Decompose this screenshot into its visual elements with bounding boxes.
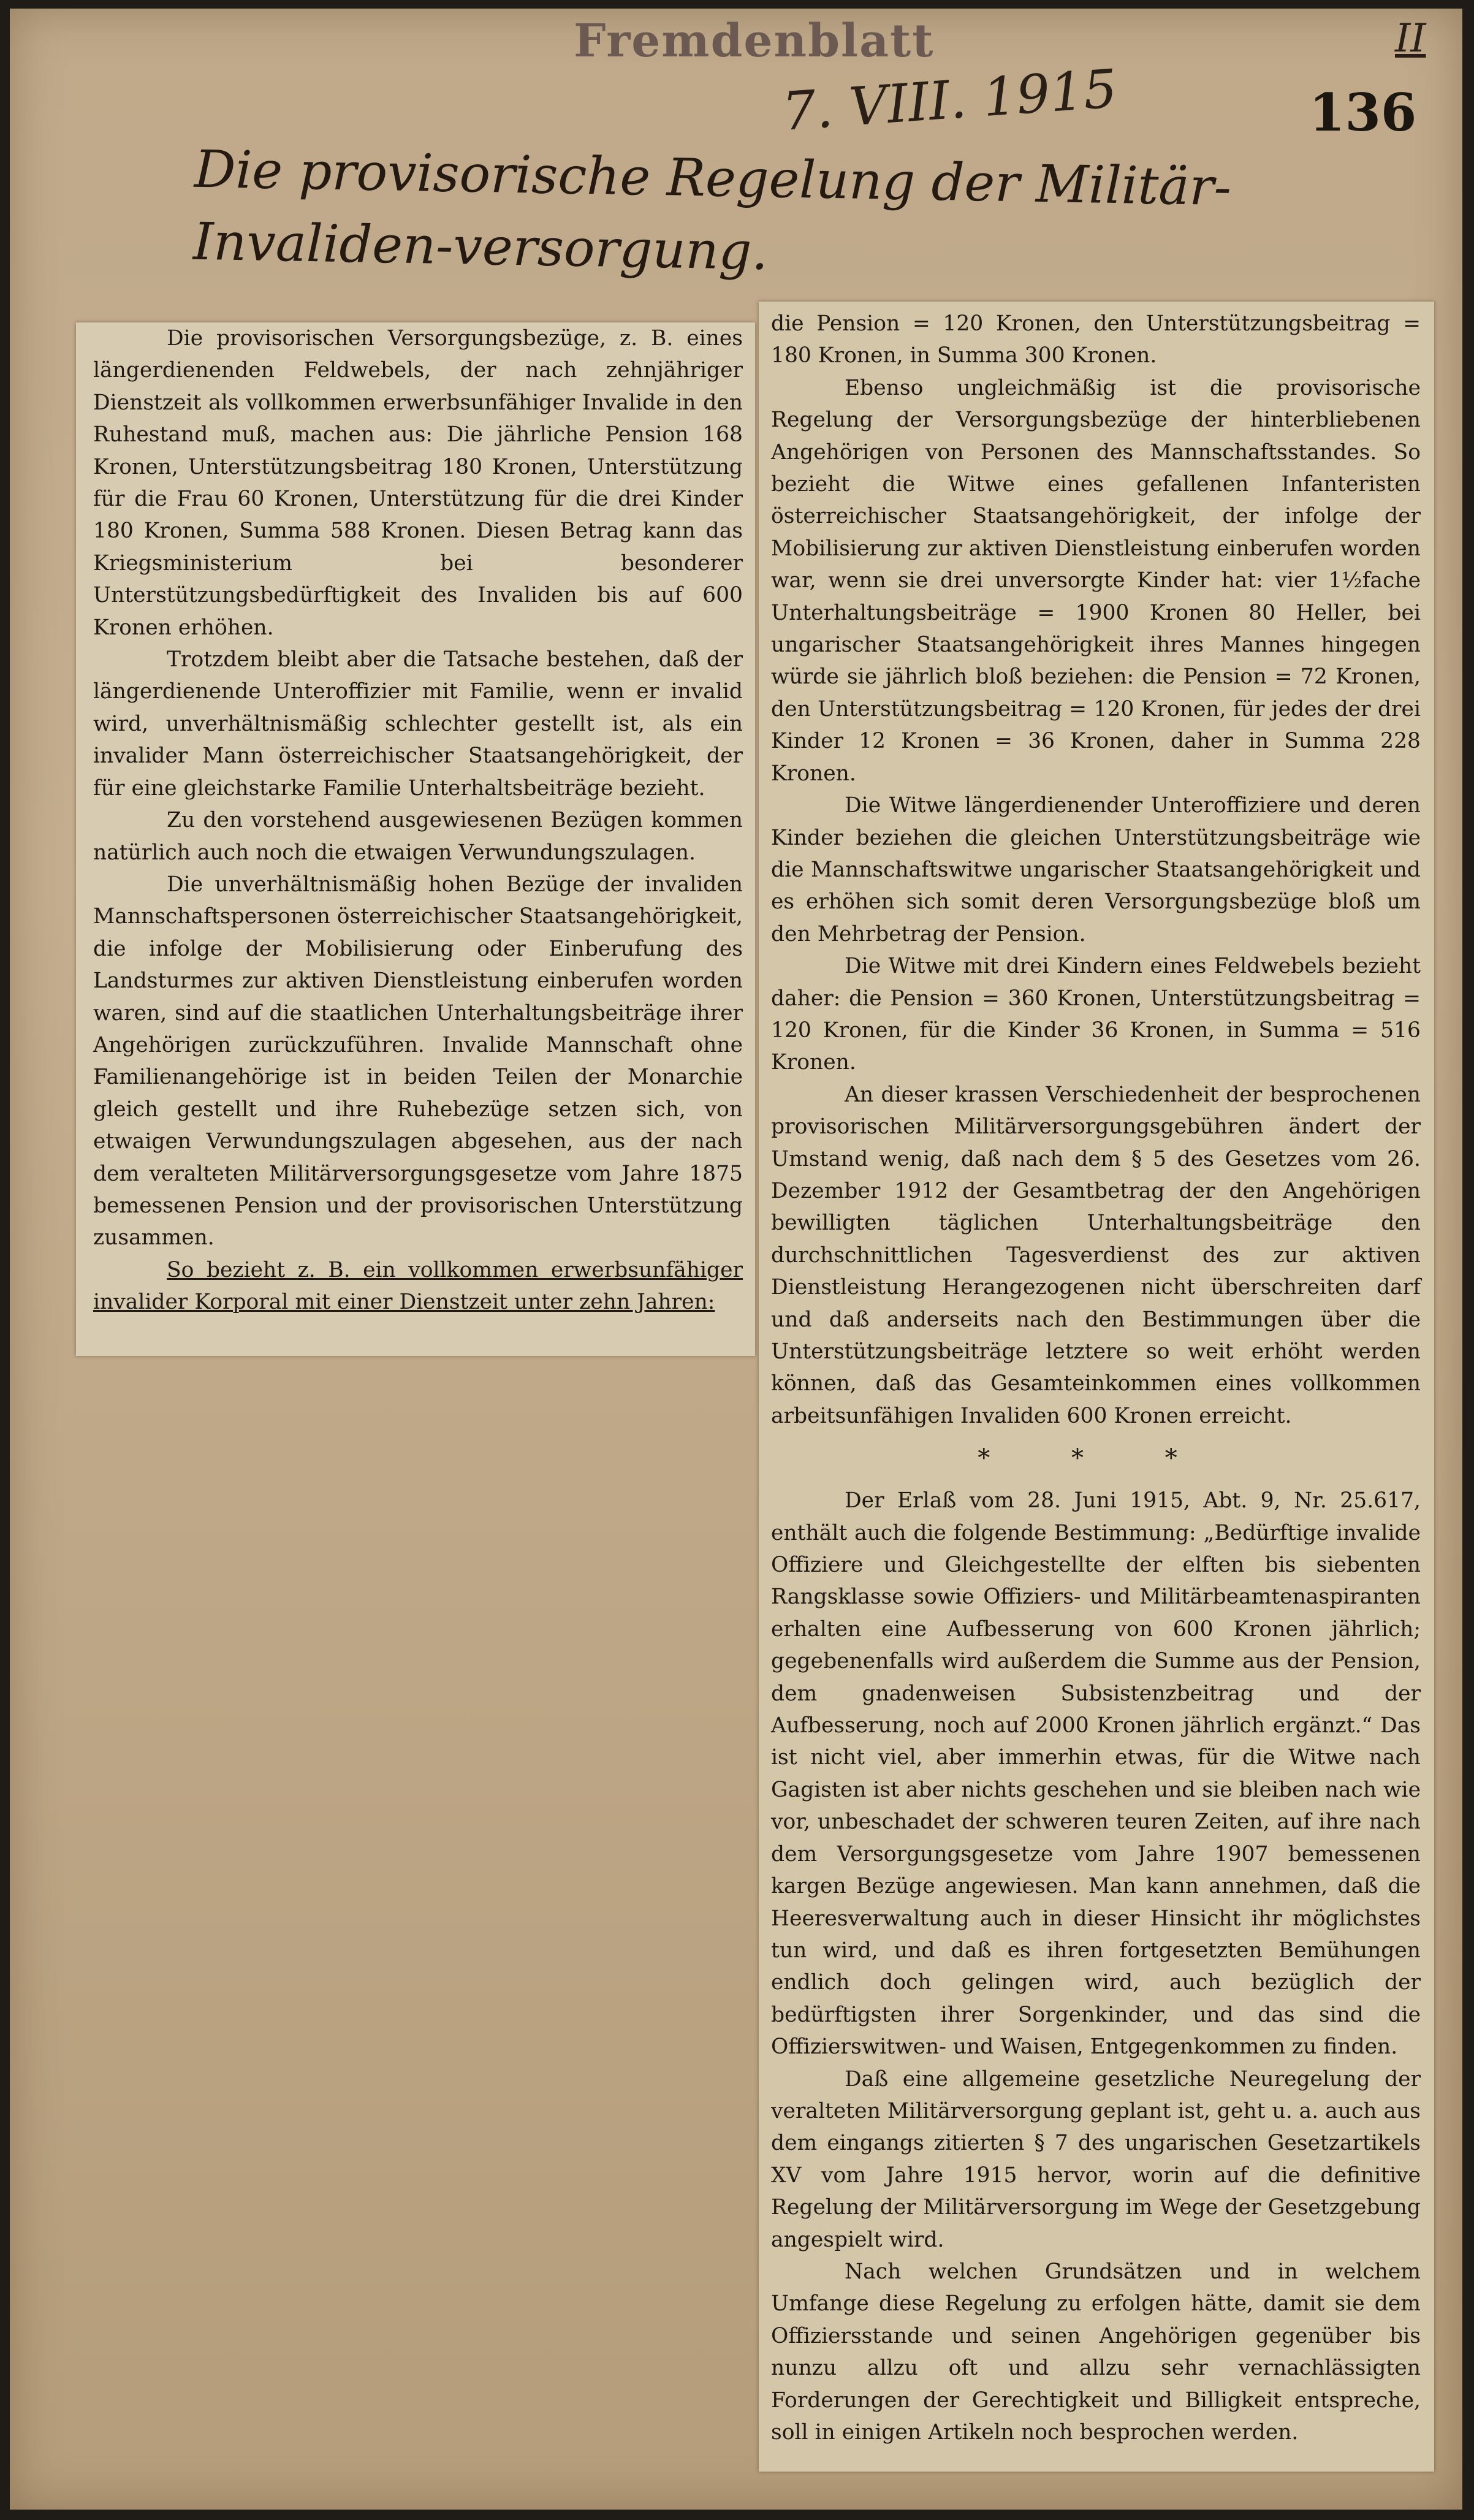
right-paragraph: die Pension = 120 Kronen, den Unterstützungsbeitrag = 180 Kronen, in Summa 300 Kronen. [771, 311, 1421, 368]
left-paragraph: Zu den vorstehend ausgewiesenen Bezügen kommen natürlich auch noch die etwaigen Verwundungszulagen. [93, 808, 743, 865]
newspaper-source-stamp: Fremdenblatt [574, 15, 935, 67]
right-paragraph: Die Witwe mit drei Kindern eines Feldwebels bezieht daher: die Pension = 360 Kronen, Unterstützungsbeitrag = 120 Kronen, für die Kinder 36 Kronen, in Summa = 516 Kronen. [771, 954, 1421, 1075]
left-paragraph: Die unverhältnismäßig hohen Bezüge der invaliden Mannschaftspersonen österreichischer Staatsangehörigkeit, die infolge der Mobilisierung oder Einberufung des Landsturmes zur aktiven Dienstleistung einberufen worden waren, sind auf die staatlichen Unterhaltungsbeiträge ihrer Angehörigen zurückzuführen. Invalide Mannschaft ohne Familienangehörige ist in beiden Teilen der Monarchie gleich gestellt und ihre Ruhebezüge setzen sich, von etwaigen Verwundungszulagen abgesehen, aus der nach dem veralteten Militärversorgungsgesetze vom Jahre 1875 bemessenen Pension und der provisorischen Unterstützung zusammen. [93, 872, 743, 1250]
right-paragraph: Nach welchen Grundsätzen und in welchem Umfange diese Regelung zu erfolgen hätte, damit sie dem Offiziersstande und seinen Angehörigen gegenüber bis nunzu allzu oft und allzu sehr vernachlässigten Forderungen der Gerechtigkeit und Billigkeit entspreche, soll in einigen Artikeln noch besprochen werden. [771, 2259, 1421, 2445]
archive-sheet [10, 9, 1462, 2510]
left-clipping [76, 322, 755, 1356]
section-break: * * * [978, 1444, 1214, 1473]
left-column-text [93, 322, 743, 1319]
handwritten-title: Die provisorische Regelung der Militär-Invaliden-versorgung. [192, 139, 1232, 282]
right-paragraph: Die Witwe längerdienender Unteroffiziere und deren Kinder beziehen die gleichen Unterstützungsbeiträge wie die Mannschaftswitwe ungarischer Staatsangehörigkeit und es erhöhen sich somit deren Versorgungsbezüge bloß um den Mehrbetrag der Pension. [771, 793, 1421, 946]
handwritten-date: 7. VIII. 1915 [780, 58, 1119, 143]
right-column-text [771, 308, 1421, 2448]
right-paragraph: Der Erlaß vom 28. Juni 1915, Abt. 9, Nr. 25.617, enthält auch die folgende Bestimmung: „Bedürftige invalide Offiziere und Gleichgestellte der elften bis siebenten Rangsklasse sowie Offiziers- und Militärbeamtenaspiranten erhalten eine Aufbesserung von 600 Kronen jährlich; gegebenenfalls wird außerdem die Summe aus der Pension, dem gnadenweisen Subsistenzbeitrag und der Aufbesserung, noch auf 2000 Kronen jährlich ergänzt.“ Das ist nicht viel, aber immerhin etwas, für die Witwe nach Gagisten ist aber nichts geschehen und sie bleiben nach wie vor, unbeschadet der schweren teuren Zeiten, auf ihre nach dem Versorgungsgesetze vom Jahre 1907 bemessenen kargen Bezüge angewiesen. Man kann annehmen, daß die Heeresverwaltung auch in dieser Hinsicht ihr möglichstes tun wird, und daß es ihren fortgesetzten Bemühungen endlich doch gelingen wird, auch bezüglich der bedürftigsten ihrer Sorgenkinder, und das sind die Offizierswitwen- und Waisen, Entgegenkommen zu finden. [771, 1488, 1421, 2060]
page-number: 136 [1309, 82, 1417, 143]
right-paragraph: Daß eine allgemeine gesetzliche Neuregelung der veralteten Militärversorgung geplant ist, geht u. a. auch aus dem eingangs zitierten § 7 des ungarischen Gesetzartikels XV vom Jahre 1915 hervor, worin auf die definitive Regelung der Militärversorgung im Wege der Gesetzgebung angespielt wird. [771, 2066, 1421, 2252]
left-paragraph: So bezieht z. B. ein vollkommen erwerbsunfähiger invalider Korporal mit einer Dienstzeit unter zehn Jahren: [93, 1257, 743, 1315]
left-paragraph: Trotzdem bleibt aber die Tatsache bestehen, daß der längerdienende Unteroffizier mit Familie, wenn er invalid wird, unverhältnismäßig schlechter gestellt ist, als ein invalider Mann österreichischer Staatsangehörigkeit, der für eine gleichstarke Familie Unterhaltsbeiträge bezieht. [93, 647, 743, 801]
left-paragraph: Die provisorischen Versorgungsbezüge, z. B. eines längerdienenden Feldwebels, der nach zehnjähriger Dienstzeit als vollkommen erwerbsunfähiger Invalide in den Ruhestand muß, machen aus: Die jährliche Pension 168 Kronen, Unterstützungsbeitrag 180 Kronen, Unterstützung für die Frau 60 Kronen, Unterstützung für die drei Kinder 180 Kronen, Summa 588 Kronen. Diesen Betrag kann das Kriegsministerium bei besonderer Unterstützungsbedürftigkeit des Invaliden bis auf 600 Kronen erhöhen. [93, 326, 743, 640]
handwritten-roman-numeral: II [1395, 16, 1426, 61]
right-paragraph: An dieser krassen Verschiedenheit der besprochenen provisorischen Militärversorgungsgebühren ändert der Umstand wenig, daß nach dem § 5 des Gesetzes vom 26. Dezember 1912 der Gesamtbetrag der den Angehörigen bewilligten täglichen Unterhaltungsbeiträge den durchschnittlichen Tagesverdienst des zur aktiven Dienstleistung Herangezogenen nicht überschreiten darf und daß anderseits nach den Bestimmungen über die Unterstützungsbeiträge letztere so weit erhöht werden können, daß das Gesamteinkommen eines vollkommen arbeitsunfähigen Invaliden 600 Kronen erreicht. [771, 1082, 1421, 1428]
right-clipping [759, 302, 1434, 2472]
right-paragraph: Ebenso ungleichmäßig ist die provisorische Regelung der Versorgungsbezüge der hinterbliebenen Angehörigen von Personen des Mannschaftsstandes. So bezieht die Witwe eines gefallenen Infanteristen österreichischer Staatsangehörigkeit, der infolge der Mobilisierung zur aktiven Dienstleistung einberufen worden war, wenn sie drei unversorgte Kinder hat: vier 1½fache Unterhaltungsbeiträge = 1900 Kronen 80 Heller, bei ungarischer Staatsangehörigkeit ihres Mannes hingegen würde sie jährlich bloß beziehen: die Pension = 72 Kronen, den Unterstützungsbeitrag = 120 Kronen, für jedes der drei Kinder 12 Kronen = 36 Kronen, daher in Summa 228 Kronen. [771, 375, 1421, 786]
